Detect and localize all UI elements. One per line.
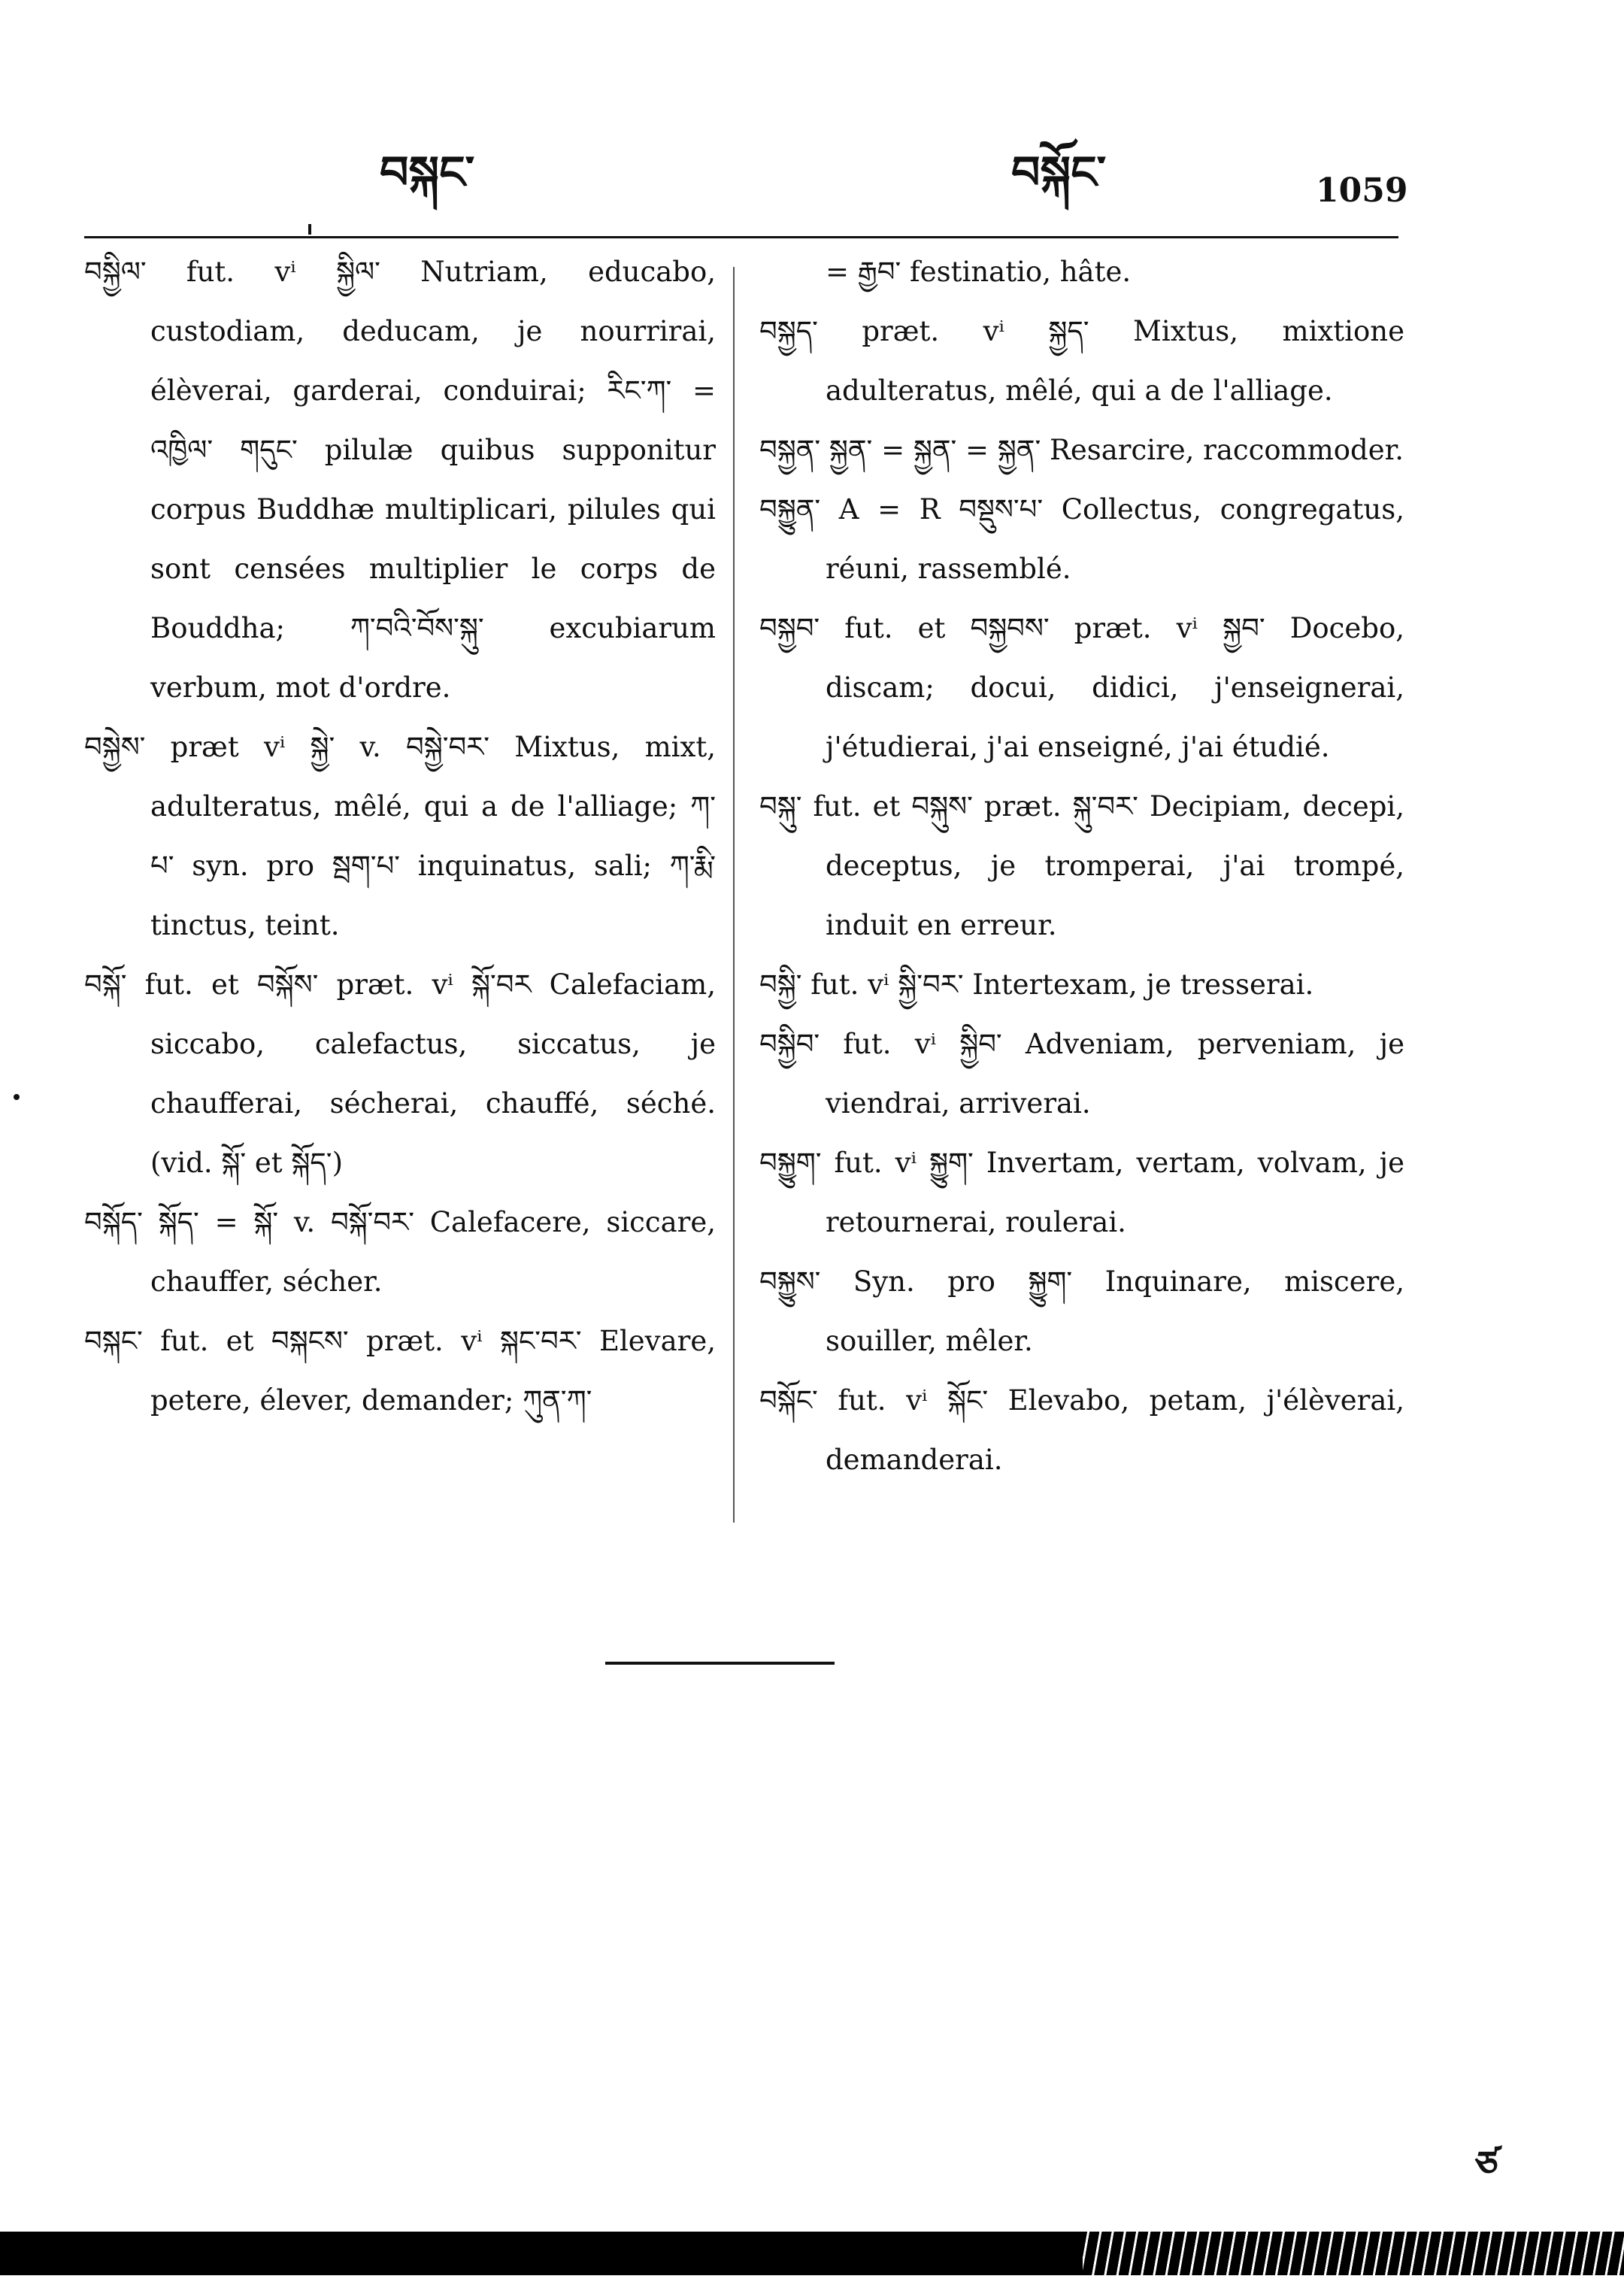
dictionary-entry: བསྐྱུག་ fut. vⁱ སྐྱུག་ Invertam, vertam, volvam, je retournerai, roulerai.	[759, 1147, 1404, 1238]
dictionary-entry: བསྐྱི་ fut. vⁱ སྐྱི་བར་ Intertexam, je tresserai.	[759, 968, 1314, 1001]
scan-edge-texture	[1083, 2232, 1624, 2275]
running-head-left: བསྐང་	[380, 147, 475, 199]
right-column	[759, 242, 1404, 1490]
dictionary-entry: བསྐྱིལ་ fut. vⁱ སྐྱིལ་ Nutriam, educabo, custodiam, deducam, je nourrirai, élèverai, garderai, conduirai; རིང་ཀ་ = འཁྱིལ་ གདུང་ pilulæ quibus supponitur corpus Buddhæ multiplicari, pilules qui sont censées multiplier le corps de Bouddha; ཀ་བའི་བོས་སྐུ་ excubiarum verbum, mot d'ordre.	[84, 256, 716, 704]
signature-mark: ཙ	[1475, 2144, 1498, 2186]
column-divider	[733, 267, 735, 1523]
dictionary-entry: བསྐྱན་ སྐྱན་ = སྐྱན་ = སྐྱན་ Resarcire, raccommoder.	[759, 434, 1404, 466]
tick-mark	[308, 224, 311, 235]
dictionary-entry: བསྐྱེས་ præt vⁱ སྐྱེ་ v. བསྐྱེ་བར་ Mixtus, mixt, adulteratus, mêlé, qui a de l'alliage; ཀ་པ་ syn. pro སྦག་པ་ inquinatus, sali; ཀ་རྨི་ tinctus, teint.	[84, 731, 716, 941]
dictionary-entry: བསྐོ་ fut. et བསྐོས་ præt. vⁱ སྐོ་བར Calefaciam, siccabo, calefactus, siccatus, je chaufferai, sécherai, chauffé, séché. (vid. སྐོ་ et སྐོད་)	[84, 968, 716, 1179]
dictionary-entry: བསྐྱུས་ Syn. pro སྐྱུག་ Inquinare, miscere, souiller, mêler.	[759, 1265, 1404, 1357]
dictionary-entry: བསྐུ་ fut. et བསྐུས་ præt. སྐུ་བར་ Decipiam, decepi, deceptus, je tromperai, j'ai trompé, induit en erreur.	[759, 790, 1404, 941]
dictionary-entry: བསྐྱབ་ fut. et བསྐྱབས་ præt. vⁱ སྐྱབ་ Docebo, discam; docui, didici, j'enseignerai, j'étudierai, j'ai enseigné, j'ai étudié.	[759, 612, 1404, 763]
header-rule	[84, 236, 1398, 238]
dictionary-entry: བསྐྱིབ་ fut. vⁱ སྐྱིབ་ Adveniam, perveniam, je viendrai, arriverai.	[759, 1028, 1404, 1120]
dictionary-entry: བསྐོང་ fut. vⁱ སྐོང་ Elevabo, petam, j'élèverai, demanderai.	[759, 1384, 1404, 1476]
dictionary-entry: བསྐྱད་ præt. vⁱ སྐྱད་ Mixtus, mixtione adulteratus, mêlé, qui a de l'alliage.	[759, 315, 1404, 407]
dictionary-entry: བསྐང་ fut. et བསྐངས་ præt. vⁱ སྐང་བར་ Elevare, petere, élever, demander; ཀུན་ཀ་	[84, 1325, 716, 1417]
left-column	[84, 242, 716, 1430]
margin-dot	[14, 1094, 20, 1100]
running-head-right: བསྐོང་	[1011, 147, 1107, 199]
dictionary-entry: བསྐྱུན་ A = R བསྡུས་པ་ Collectus, congregatus, réuni, rassemblé.	[759, 493, 1404, 585]
page-number: 1059	[1316, 171, 1408, 210]
end-rule	[605, 1662, 835, 1665]
dictionary-entry-continuation: = རྒྱབ་ festinatio, hâte.	[826, 256, 1132, 288]
dictionary-entry: བསྐོད་ སྐོད་ = སྐོ་ v. བསྐོ་བར་ Calefacere, siccare, chauffer, sécher.	[84, 1206, 716, 1298]
